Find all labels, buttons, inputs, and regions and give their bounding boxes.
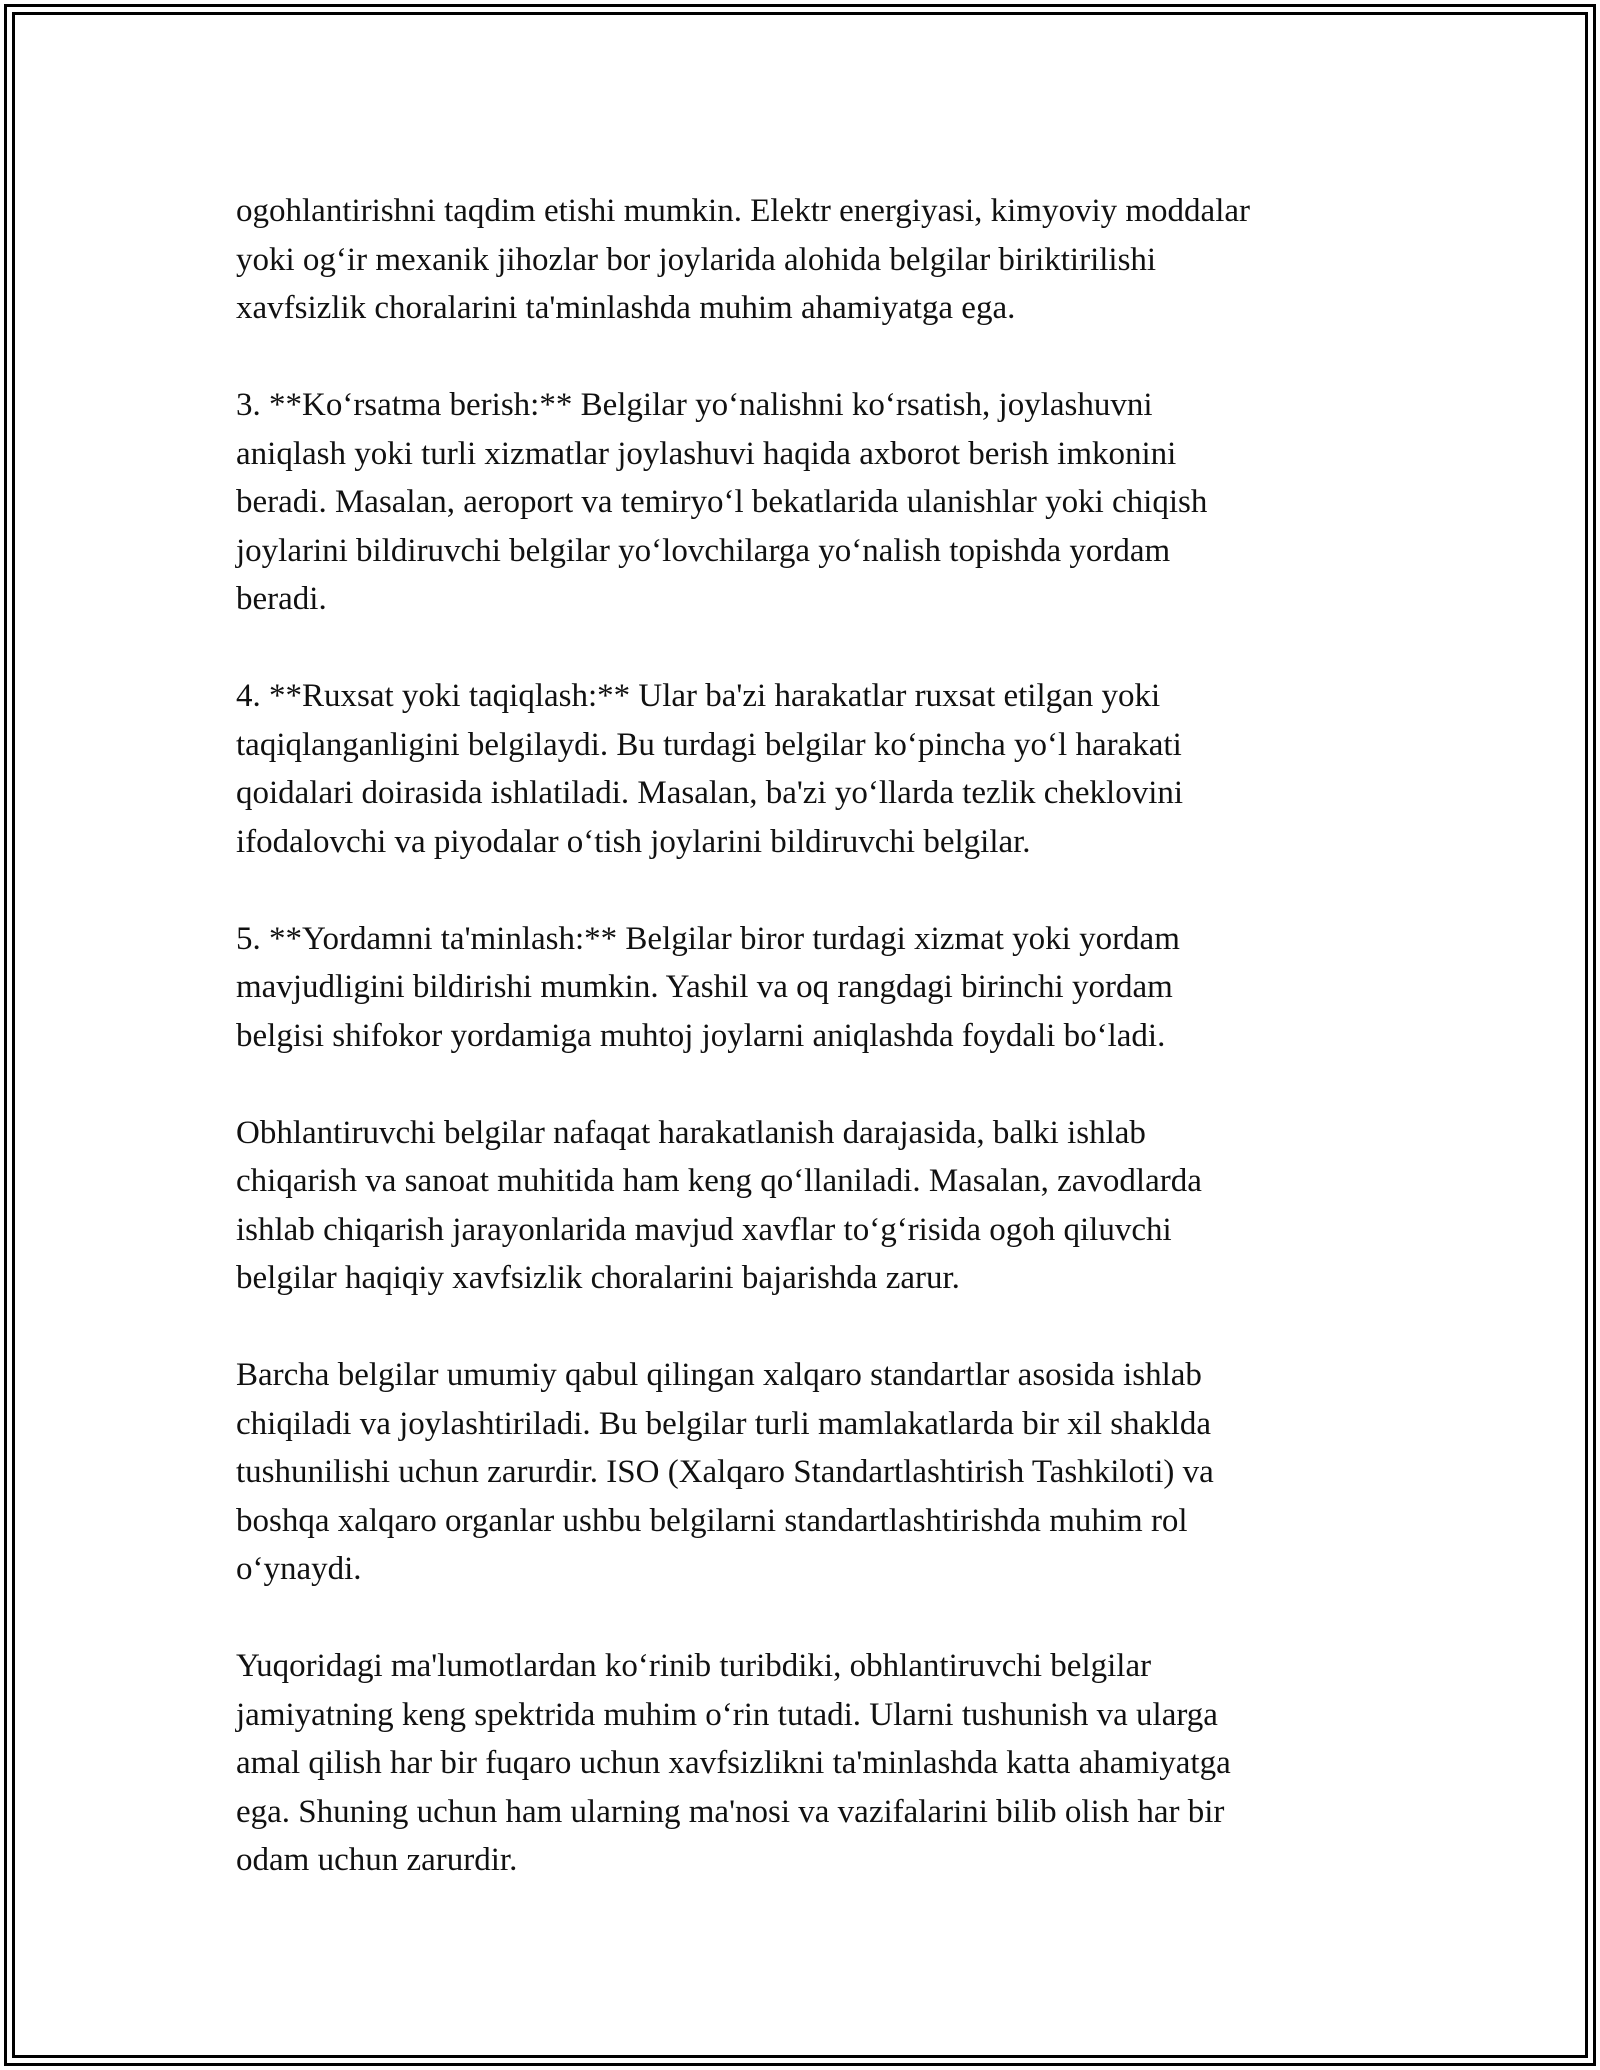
paragraph-point-5: 5. **Yordamni ta'minlash:** Belgilar biror turdagi xizmat yoki yordam mavjudligini bildirishi mumkin. Yashil va oq rangdagi birinchi yordam belgisi shifokor yordamiga muhtoj joylarni aniqlashda foydali bo‘ladi. <box>236 920 1180 1054</box>
paragraph-intro-continuation: ogohlantirishni taqdim etishi mumkin. Elektr energiyasi, kimyoviy moddalar yoki og‘ir mexanik jihozlar bor joylarida alohida belgilar biriktirilishi xavfsizlik choralarini ta'minlashda muhim ahamiyatga ega. <box>236 193 1250 326</box>
document-body <box>236 187 1376 1885</box>
paragraph-point-3: 3. **Ko‘rsatma berish:** Belgilar yo‘nalishni ko‘rsatish, joylashuvni aniqlash yoki turli xizmatlar joylashuvi haqida axborot berish imkonini beradi. Masalan, aeroport va temiryo‘l bekatlarida ulanishlar yoki chiqish joylarini bildiruvchi belgilar yo‘lovchilarga yo‘nalish topishda yordam beradi. <box>236 387 1208 617</box>
paragraph-point-4: 4. **Ruxsat yoki taqiqlash:** Ular ba'zi harakatlar ruxsat etilgan yoki taqiqlanganligini belgilaydi. Bu turdagi belgilar ko‘pincha yo‘l harakati qoidalari doirasida ishlatiladi. Masalan, ba'zi yo‘llarda tezlik cheklovini ifodalovchi va piyodalar o‘tish joylarini bildiruvchi belgilar. <box>236 678 1184 860</box>
paragraph-industrial-use: Obhlantiruvchi belgilar nafaqat harakatlanish darajasida, balki ishlab chiqarish va sanoat muhitida ham keng qo‘llaniladi. Masalan, zavodlarda ishlab chiqarish jarayonlarida mavjud xavflar to‘g‘risida ogoh qiluvchi belgilar haqiqiy xavfsizlik choralarini bajarishda zarur. <box>236 1114 1202 1296</box>
paragraph-international-standards: Barcha belgilar umumiy qabul qilingan xalqaro standartlar asosida ishlab chiqiladi va joylashtiriladi. Bu belgilar turli mamlakatlarda bir xil shaklda tushunilishi uchun zarurdir. ISO (Xalqaro Standartlashtirish Tashkiloti) va boshqa xalqaro organlar ushbu belgilarni standartlashtirishda muhim rol o‘ynaydi. <box>236 1357 1214 1587</box>
paragraph-conclusion: Yuqoridagi ma'lumotlardan ko‘rinib turibdiki, obhlantiruvchi belgilar jamiyatning keng spektrida muhim o‘rin tutadi. Ularni tushunish va ularga amal qilish har bir fuqaro uchun xavfsizlikni ta'minlashda katta ahamiyatga ega. Shuning uchun ham ularning ma'nosi va vazifalarini bilib olish har bir odam uchun zarurdir. <box>236 1648 1231 1878</box>
